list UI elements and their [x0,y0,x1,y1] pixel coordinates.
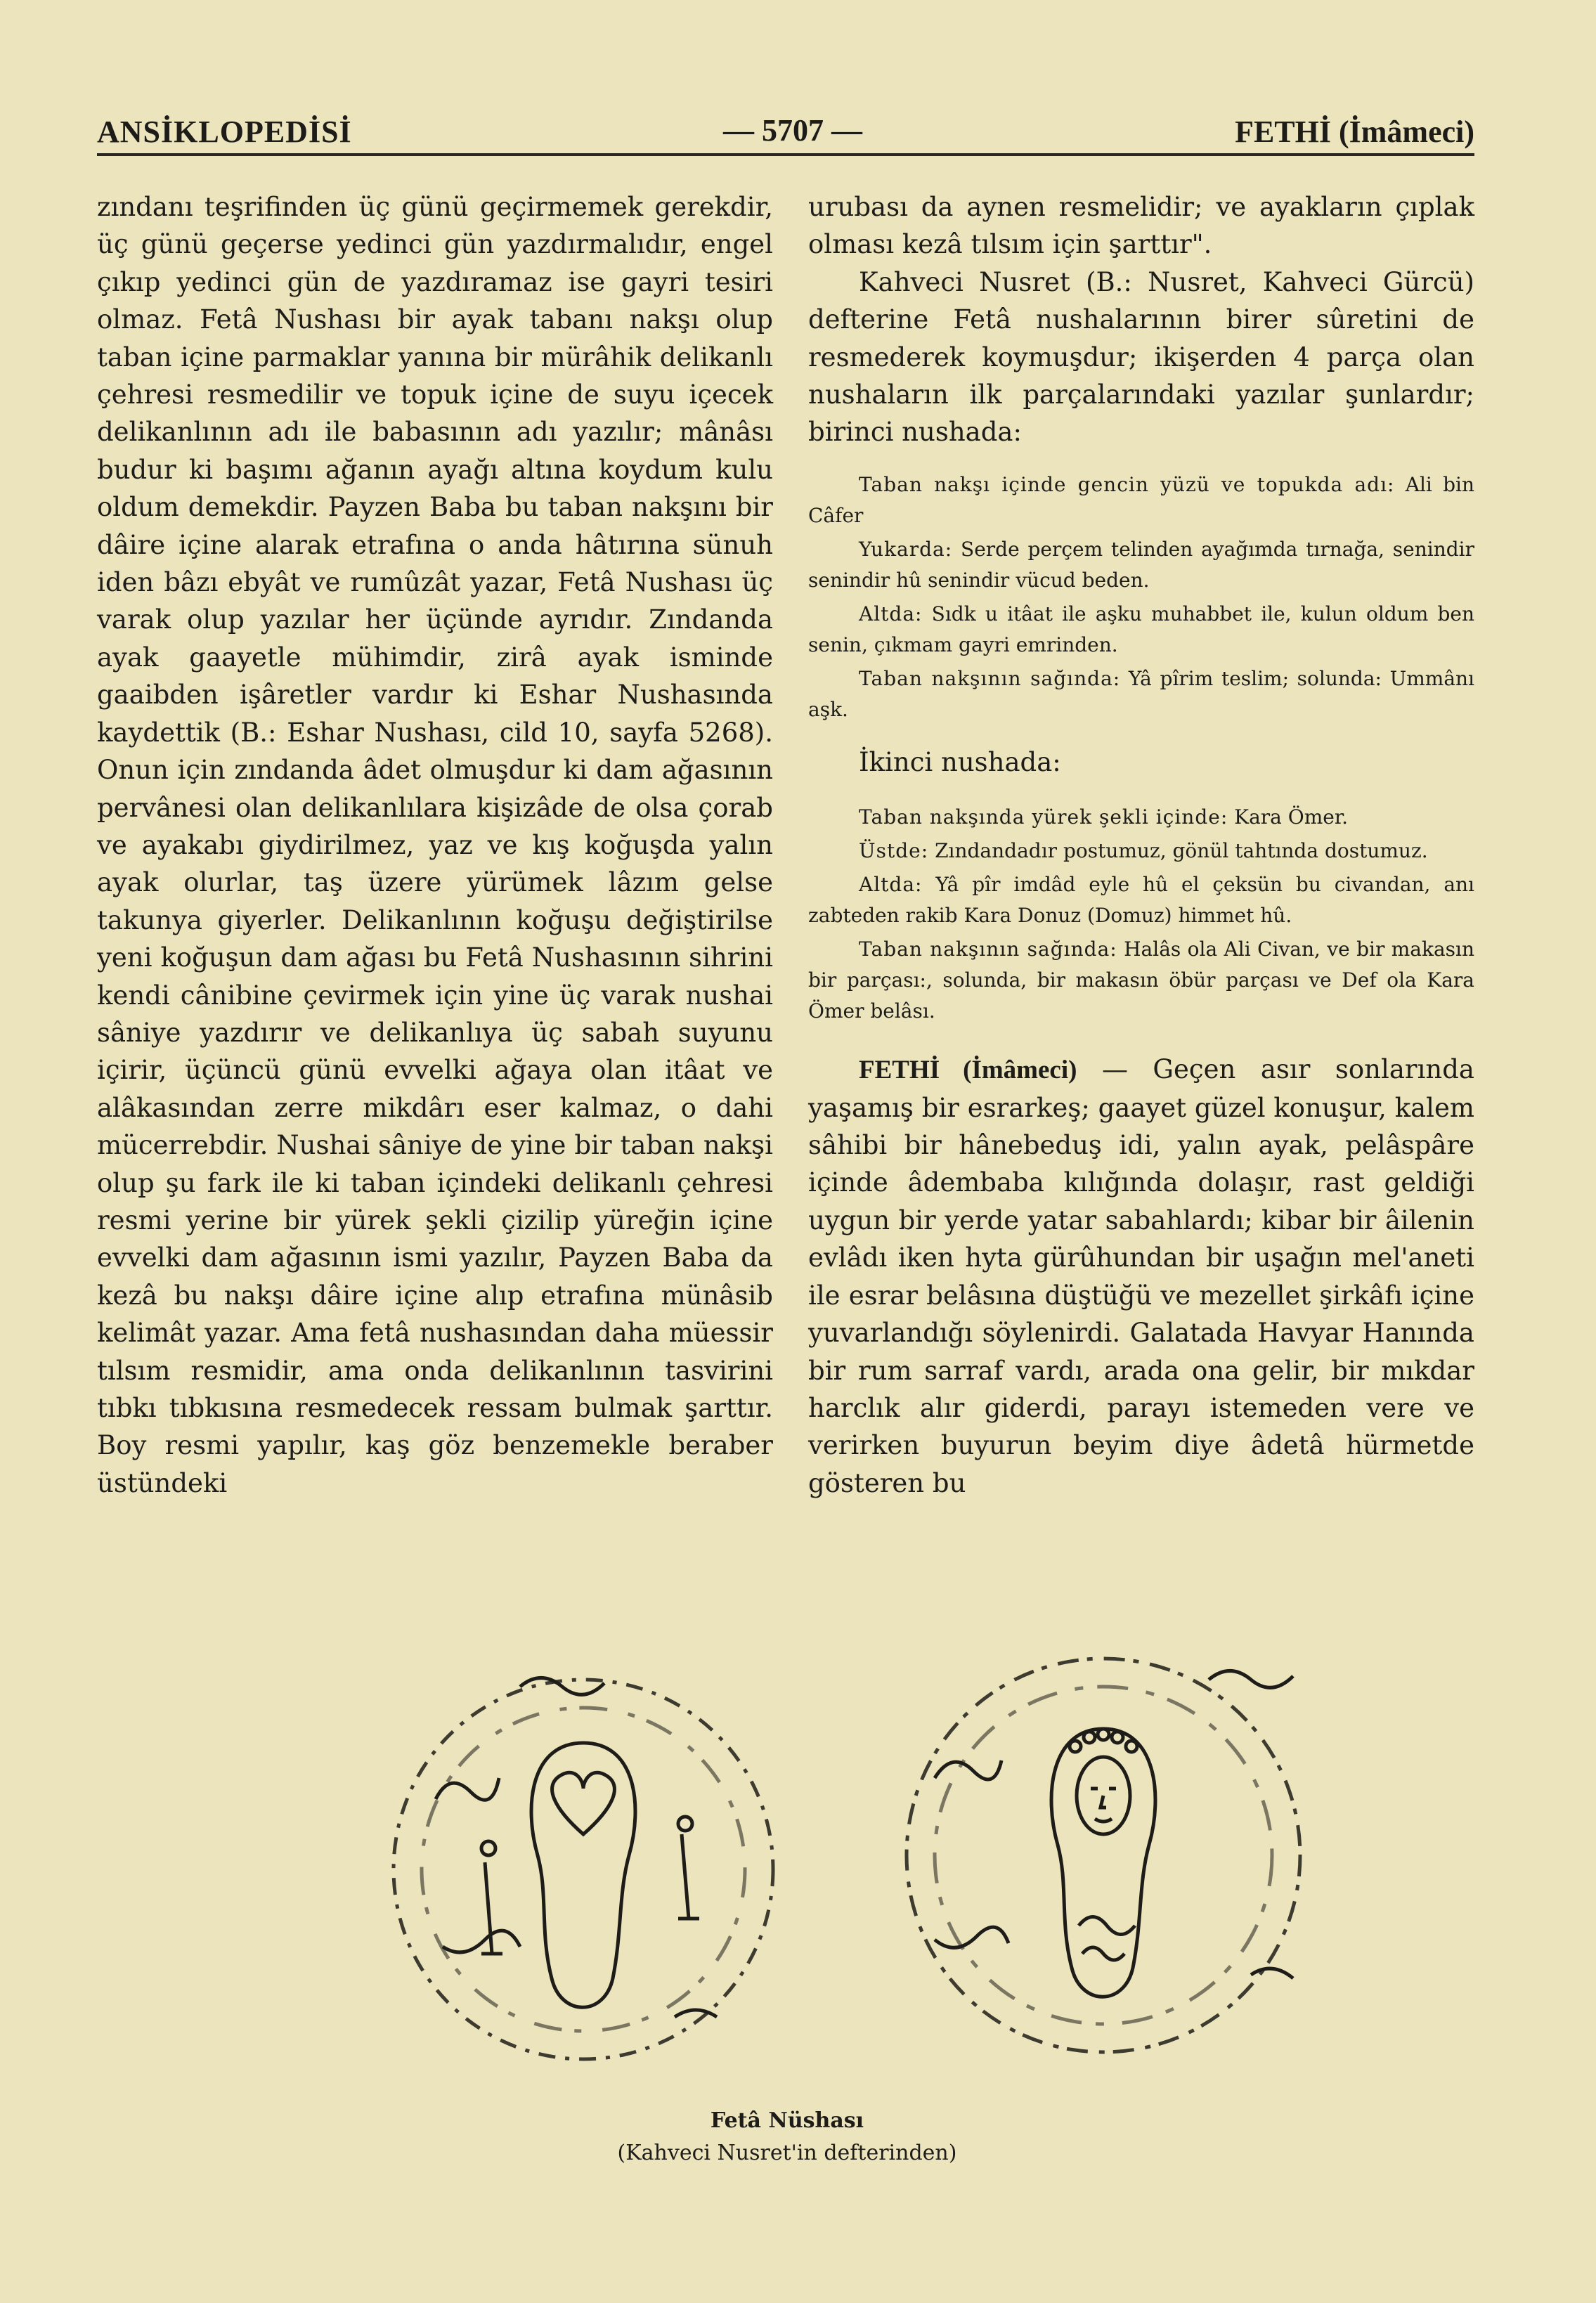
header-rule [97,153,1474,156]
page-number: — 5707 — [723,113,862,148]
right-paragraph-2: Kahveci Nusret (B.: Nusret, Kahveci Gürcü) defterine Fetâ nushalarının birer sûretini de resmederek koymuşdur; ikişerden 4 parça olan nushaların ilk parçalarındaki yazılar şunlardır; birinci nushada: [808,266,1474,448]
feta-nushasi-illustration [379,1623,1511,2101]
figure-caption [520,2105,1054,2169]
list-item: Taban nakşında yürek şekli içinde: Kara Ömer. [859,805,1349,829]
list-item: Üstde: Zındandadır postumuz, gönül tahtında dostumuz. [859,839,1428,863]
entry-headword: FETHİ (İmâmeci) [859,1056,1077,1085]
first-nushada-list [808,469,1474,725]
left-paragraph: zındanı teşrifinden üç günü geçirmemek gerekdir, üç günü geçerse yedinci gün yazdırmalıdır, engel çıkıp yedinci gün de yazdıramaz ise gayri tesiri olmaz. Fetâ Nushası bir ayak tabanı nakşı olup taban içine parmaklar yanına bir mürâhik delikanlı çehresi resmedilir ve topuk içine de suyu içecek delikanlının adı ile babasının adı yazılır; mânâsı budur ki başımı ağanın ayağı altına koydum kulu oldum demekdir. Payzen Baba bu taban nakşını bir dâire içine alarak etrafına o anda hâtırına sünuh iden bâzı ebyât ve rumûzât yazar, Fetâ Nushası üç varak olup yazılar her üçünde ayrıdır. Zındanda ayak gaayetle mühimdir, zirâ ayak isminde gaaibden işâretler vardır ki Eshar Nushasında kaydettik (B.: Eshar Nushası, cild 10, sayfa 5268). Onun için zındanda âdet olmuşdur ki dam ağasının pervânesi olan delikanlılara kişizâde de olsa çorab ve ayakabı giydirilmez, yaz ve kış koğuşda yalın ayak olurlar, taş üzere yürümek lâzım gelse takunya giyerler. Delikanlının koğuşu değiştirilse yeni koğuşun dam ağası bu Fetâ Nushasının sihrini kendi cânibine çevirmek için yine üç varak nushai sâniye yazdırır ve delikanlıya üç sabah suyunu içirir, üçüncü günü evvelki ağaya olan itâat ve alâkasından zerre mikdârı eser kalmaz, o dahi mücerrebdir. Nushai sâniye de yine bir taban nakşi olup şu fark ile ki taban içindeki delikanlı çehresi resmi yerine bir yürek şekli çizilip yüreğin içine evvelki dam ağasının ismi yazılır, Payzen Baba da kezâ bu nakşı dâire içine alıp etrafına münâsib kelimât yazar. Ama fetâ nushasından daha müessir tılsım resmidir, ama onda delikanlının tasvirini tıbkı tıbkısına resmedecek ressam bulmak şarttır. Boy resmi yapılır, kaş göz benzemekle beraber üstündeki [97,192,773,1498]
right-paragraph-1: urubası da aynen resmelidir; ve ayakların çıplak olması kezâ tılsım için şarttır". [808,192,1474,260]
caption-subtitle: (Kahveci Nusret'in defterinden) [617,2141,957,2165]
running-head: FETHİ (İmâmeci) [1235,115,1474,149]
entry-paragraph [808,1051,1474,1502]
second-nushada-list [808,802,1474,1027]
list-item: Altda: Yâ pîr imdâd eyle hû el çeksün bu civandan, anı zabteden rakib Kara Donuz (Domuz) himmet hû. [808,873,1474,928]
list-item: Yukarda: Serde perçem telinden ayağımda tırnağa, senindir senindir hû senindir vücud beden. [808,537,1475,592]
caption-title: Fetâ Nüshası [710,2108,864,2133]
left-column [97,188,773,1502]
right-column [808,188,1474,1502]
list-item: Taban nakşının sağında: Yâ pîrim teslim; solunda: Ummânı aşk. [808,666,1475,721]
list-item: Taban nakşı içinde gencin yüzü ve topukda adı: Ali bin Câfer [808,472,1474,527]
list-item: Taban nakşının sağında: Halâs ola Ali Civan, ve bir makasın bir parçası:, solunda, bir makasın öbür parçası ve Def ola Kara Ömer belâsı. [808,938,1475,1023]
list-item: Altda: Sıdk u itâat ile aşku muhabbet ile, kulun oldum ben senin, çıkmam gayri emrinden. [808,602,1474,656]
entry-text: — Geçen asır sonlarında yaşamış bir esrarkeş; gaayet güzel konuşur, kalem sâhibi bir hânebeduş idi, yalın ayak, pelâspâre içinde âdembaba kılığında dolaşır, rast geldiği uygun bir yerde yatar sabahlardı; kibar bir âilenin evlâdı iken hyta gürûhundan bir uşağın mel'aneti ile esrar belâsına düştüğü ve mezellet şirkâfı içine yuvarlandığı söylenirdi. Galatada Havyar Hanında bir rum sarraf vardı, arada ona gelir, bir mıkdar harclık alır giderdi, parayı istemeden vere ve verirken buyurun beyim diye âdetâ hürmetde gösteren bu [808,1054,1474,1498]
encyclopedia-title: ANSİKLOPEDİSİ [97,115,352,149]
page-header [97,107,1474,156]
second-nushada-heading: İkinci nushada: [859,746,1061,777]
